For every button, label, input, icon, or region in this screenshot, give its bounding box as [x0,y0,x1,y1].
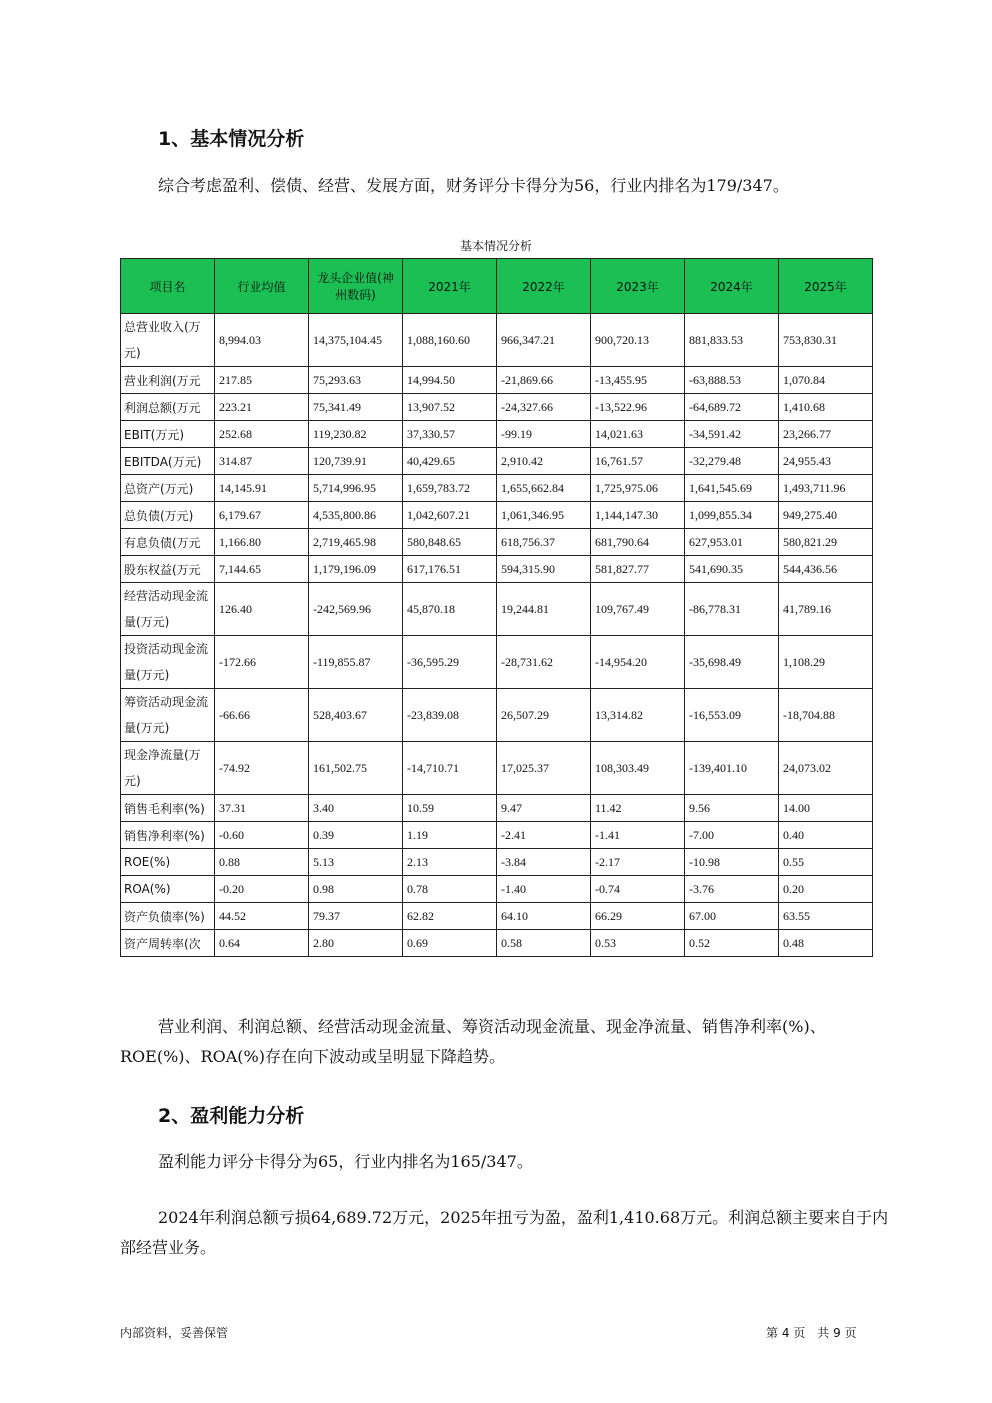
table-cell: 753,830.31 [779,314,873,367]
table-row [121,876,873,903]
table-cell: 0.48 [779,930,873,957]
column-header: 2024年 [685,259,779,314]
table-cell: 16,761.57 [591,448,685,475]
table-cell: 1,641,545.69 [685,475,779,502]
table-cell: 544,436.56 [779,556,873,583]
table-row [121,394,873,421]
table-cell: 37.31 [215,795,309,822]
footer-confidential: 内部资料，妥善保管 [120,1326,229,1340]
table-cell: 681,790.64 [591,529,685,556]
row-label: 总负债(万元) [121,502,215,529]
table-cell: 1,179,196.09 [309,556,403,583]
table-cell: -86,778.31 [685,583,779,636]
table-cell: -0.74 [591,876,685,903]
table-cell: 75,341.49 [309,394,403,421]
table-cell: -14,954.20 [591,636,685,689]
table-cell: 252.68 [215,421,309,448]
section-heading-basic: 1、基本情况分析 [158,128,305,150]
table-cell: 0.39 [309,822,403,849]
table-cell: 5,714,996.95 [309,475,403,502]
table-cell: -32,279.48 [685,448,779,475]
table-cell: 37,330.57 [403,421,497,448]
table-cell: 13,907.52 [403,394,497,421]
table-row [121,742,873,795]
table-cell: 19,244.81 [497,583,591,636]
table-cell: 2.13 [403,849,497,876]
table-cell: 108,303.49 [591,742,685,795]
table-cell: 528,403.67 [309,689,403,742]
table-cell: 66.29 [591,903,685,930]
table-cell: -36,595.29 [403,636,497,689]
row-label: 资产周转率(次 [121,930,215,957]
table-cell: -66.66 [215,689,309,742]
section-heading-profit: 2、盈利能力分析 [158,1105,305,1127]
table-cell: -24,327.66 [497,394,591,421]
table-cell: -2.41 [497,822,591,849]
table-cell: 0.69 [403,930,497,957]
trend-paragraph: 营业利润、利润总额、经营活动现金流量、筹资活动现金流量、现金净流量、销售净利率(%)、ROE(%)、ROA(%)存在向下波动或呈明显下降趋势。 [120,1017,826,1066]
table-cell: 14,994.50 [403,367,497,394]
table-row [121,849,873,876]
row-label: 利润总额(万元 [121,394,215,421]
table-cell: 0.78 [403,876,497,903]
table-header-row [121,259,873,314]
intro-paragraph: 综合考虑盈利、偿债、经营、发展方面，财务评分卡得分为56，行业内排名为179/347。 [158,176,789,195]
table-cell: 5.13 [309,849,403,876]
row-label: 资产负债率(%) [121,903,215,930]
table-cell: -172.66 [215,636,309,689]
table-cell: 1,042,607.21 [403,502,497,529]
table-cell: -242,569.96 [309,583,403,636]
table-row [121,502,873,529]
table-cell: -64,689.72 [685,394,779,421]
table-row [121,448,873,475]
row-label: 筹资活动现金流量(万元) [121,689,215,742]
table-cell: 0.40 [779,822,873,849]
row-label: 总资产(万元) [121,475,215,502]
table-cell: 9.56 [685,795,779,822]
table-cell: 0.55 [779,849,873,876]
table-cell: 10.59 [403,795,497,822]
table-cell: 314.87 [215,448,309,475]
table-body [121,314,873,957]
table-cell: -10.98 [685,849,779,876]
table-cell: 8,994.03 [215,314,309,367]
table-cell: -21,869.66 [497,367,591,394]
table-cell: 0.52 [685,930,779,957]
table-cell: -23,839.08 [403,689,497,742]
table-cell: 617,176.51 [403,556,497,583]
table-row [121,314,873,367]
table-cell: 949,275.40 [779,502,873,529]
row-label: 现金净流量(万元) [121,742,215,795]
column-header: 项目名 [121,259,215,314]
table-row [121,930,873,957]
footer-page-number: 第 4 页 共 9 页 [766,1326,857,1340]
table-cell: 1,088,160.60 [403,314,497,367]
table-cell: 67.00 [685,903,779,930]
table-cell: -3.76 [685,876,779,903]
table-cell: 23,266.77 [779,421,873,448]
table-cell: 618,756.37 [497,529,591,556]
table-cell: 64.10 [497,903,591,930]
table-cell: -0.20 [215,876,309,903]
table-cell: 6,179.67 [215,502,309,529]
table-cell: 900,720.13 [591,314,685,367]
row-label: 总营业收入(万元) [121,314,215,367]
row-label: EBIT(万元) [121,421,215,448]
table-cell: 44.52 [215,903,309,930]
table-cell: 14,375,104.45 [309,314,403,367]
table-row [121,636,873,689]
table-cell: 13,314.82 [591,689,685,742]
table-row [121,583,873,636]
table-cell: 17,025.37 [497,742,591,795]
table-cell: 580,848.65 [403,529,497,556]
table-row [121,689,873,742]
table-cell: -14,710.71 [403,742,497,795]
table-cell: -28,731.62 [497,636,591,689]
table-row [121,421,873,448]
row-label: 经营活动现金流量(万元) [121,583,215,636]
table-cell: 580,821.29 [779,529,873,556]
table-cell: -99.19 [497,421,591,448]
table-cell: 75,293.63 [309,367,403,394]
table-cell: 0.88 [215,849,309,876]
table-cell: 109,767.49 [591,583,685,636]
table-cell: 627,953.01 [685,529,779,556]
row-label: 投资活动现金流量(万元) [121,636,215,689]
table-row [121,822,873,849]
table-cell: -139,401.10 [685,742,779,795]
column-header: 2022年 [497,259,591,314]
table-cell: -16,553.09 [685,689,779,742]
table-cell: 26,507.29 [497,689,591,742]
table-cell: 217.85 [215,367,309,394]
table-cell: -1.40 [497,876,591,903]
table-cell: -18,704.88 [779,689,873,742]
row-label: 股东权益(万元 [121,556,215,583]
table-cell: 45,870.18 [403,583,497,636]
table-row [121,529,873,556]
table-row [121,367,873,394]
table-row [121,903,873,930]
table-cell: 0.58 [497,930,591,957]
table-cell: 14,145.91 [215,475,309,502]
table-cell: 14,021.63 [591,421,685,448]
table-cell: 1,725,975.06 [591,475,685,502]
row-label: 营业利润(万元 [121,367,215,394]
table-cell: 161,502.75 [309,742,403,795]
table-cell: 63.55 [779,903,873,930]
table-cell: -74.92 [215,742,309,795]
table-cell: 1,410.68 [779,394,873,421]
table-cell: 881,833.53 [685,314,779,367]
basic-analysis-table [120,258,873,957]
table-cell: 1,061,346.95 [497,502,591,529]
row-label: 销售净利率(%) [121,822,215,849]
column-header: 行业均值 [215,259,309,314]
table-cell: 7,144.65 [215,556,309,583]
table-cell: 24,955.43 [779,448,873,475]
table-cell: 966,347.21 [497,314,591,367]
row-label: ROA(%) [121,876,215,903]
table-cell: -1.41 [591,822,685,849]
column-header: 2025年 [779,259,873,314]
table-row [121,475,873,502]
table-cell: 0.64 [215,930,309,957]
table-cell: -3.84 [497,849,591,876]
table-cell: 1,070.84 [779,367,873,394]
table-cell: 1,108.29 [779,636,873,689]
table-cell: 541,690.35 [685,556,779,583]
table-cell: -63,888.53 [685,367,779,394]
table-cell: 40,429.65 [403,448,497,475]
table-cell: 11.42 [591,795,685,822]
table-cell: 594,315.90 [497,556,591,583]
table-cell: 0.53 [591,930,685,957]
table-cell: 223.21 [215,394,309,421]
table-cell: 2,910.42 [497,448,591,475]
table-cell: 1.19 [403,822,497,849]
table-cell: -13,522.96 [591,394,685,421]
table-cell: 119,230.82 [309,421,403,448]
table-cell: -119,855.87 [309,636,403,689]
table-cell: 79.37 [309,903,403,930]
column-header: 2021年 [403,259,497,314]
row-label: 有息负债(万元 [121,529,215,556]
table-cell: 1,659,783.72 [403,475,497,502]
table-cell: 1,493,711.96 [779,475,873,502]
profit-score-paragraph: 盈利能力评分卡得分为65，行业内排名为165/347。 [158,1152,533,1171]
column-header: 龙头企业值(神州数码) [309,259,403,314]
table-cell: 120,739.91 [309,448,403,475]
table-cell: -13,455.95 [591,367,685,394]
table-cell: 9.47 [497,795,591,822]
table-cell: -34,591.42 [685,421,779,448]
table-cell: 0.20 [779,876,873,903]
table-row [121,795,873,822]
table-cell: 24,073.02 [779,742,873,795]
table-cell: -2.17 [591,849,685,876]
table-cell: -7.00 [685,822,779,849]
table-cell: 1,655,662.84 [497,475,591,502]
row-label: EBITDA(万元) [121,448,215,475]
table-cell: 14.00 [779,795,873,822]
table-cell: -35,698.49 [685,636,779,689]
table-cell: -0.60 [215,822,309,849]
table-cell: 62.82 [403,903,497,930]
profit-detail-paragraph: 2024年利润总额亏损64,689.72万元，2025年扭亏为盈，盈利1,410.68万元。利润总额主要来自于内部经营业务。 [120,1208,889,1257]
table-cell: 581,827.77 [591,556,685,583]
table-caption: 基本情况分析 [459,239,532,253]
table-cell: 2,719,465.98 [309,529,403,556]
table-cell: 1,099,855.34 [685,502,779,529]
table-cell: 1,144,147.30 [591,502,685,529]
table-row [121,556,873,583]
row-label: 销售毛利率(%) [121,795,215,822]
table-cell: 3.40 [309,795,403,822]
table-cell: 2.80 [309,930,403,957]
row-label: ROE(%) [121,849,215,876]
table-cell: 126.40 [215,583,309,636]
table-cell: 0.98 [309,876,403,903]
column-header: 2023年 [591,259,685,314]
table-cell: 41,789.16 [779,583,873,636]
table-cell: 1,166.80 [215,529,309,556]
table-cell: 4,535,800.86 [309,502,403,529]
